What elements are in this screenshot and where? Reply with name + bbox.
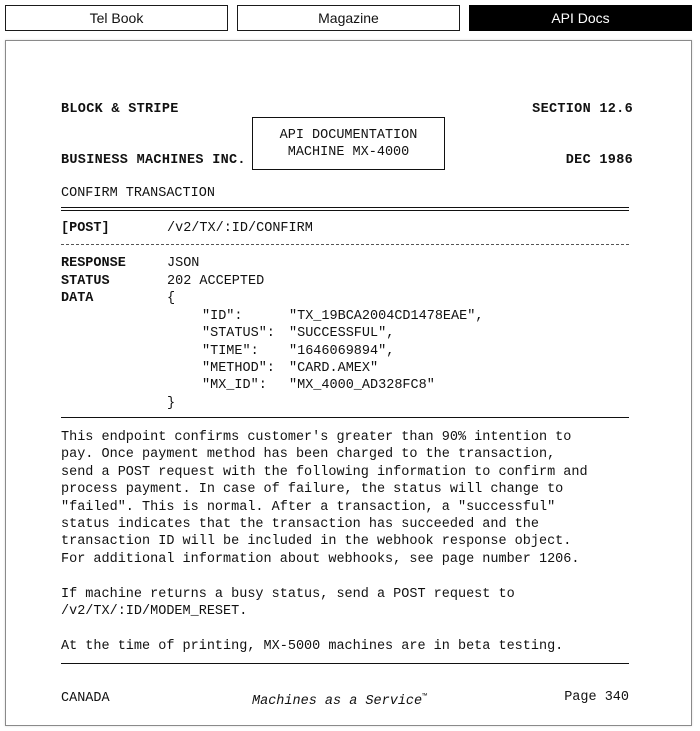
- text-line: process payment. In case of failure, the status will change to: [61, 482, 564, 498]
- section-title: CONFIRM TRANSACTION: [61, 186, 215, 201]
- footer-page-number: Page 340: [564, 690, 629, 705]
- text-line: transaction ID will be included in the webhook response object.: [61, 534, 572, 550]
- text-line: This endpoint confirms customer's greater than 90% intention to: [61, 430, 572, 445]
- text-line: /v2/TX/:ID/MODEM_RESET.: [61, 604, 248, 620]
- text-line: pay. Once payment method has been charged to the transaction,: [61, 447, 556, 463]
- footer-tagline-text: Machines as a Service: [252, 694, 423, 709]
- status-label: STATUS: [61, 274, 110, 289]
- doc-title-box: [252, 117, 445, 170]
- json-value: "SUCCESSFUL",: [289, 326, 395, 341]
- beta-note-paragraph: [61, 638, 636, 655]
- response-value: JSON: [167, 256, 200, 271]
- company-name: BLOCK & STRIPE: [61, 102, 179, 117]
- json-value: "MX_4000_AD328FC8": [289, 378, 435, 393]
- text-line: send a POST request with the following information to confirm and: [61, 464, 588, 480]
- data-open-brace: {: [167, 291, 176, 306]
- description-paragraph: [61, 429, 636, 568]
- json-value: "CARD.AMEX": [289, 361, 379, 376]
- endpoint-path: /v2/TX/:ID/CONFIRM: [167, 221, 313, 236]
- trademark-mark: ™: [422, 693, 427, 702]
- text-line: If machine returns a busy status, send a POST request to: [61, 587, 515, 602]
- footer-divider: [61, 663, 629, 664]
- doc-title: API DOCUMENTATION: [279, 128, 418, 143]
- tab-bar: [5, 5, 692, 33]
- status-value: 202 ACCEPTED: [167, 274, 265, 289]
- data-close-brace: }: [167, 396, 176, 411]
- json-key: "METHOD":: [202, 361, 275, 376]
- company-header: [61, 67, 246, 203]
- json-value: "1646069894",: [289, 344, 395, 359]
- json-key: "STATUS":: [202, 326, 275, 341]
- divider-single: [61, 417, 629, 418]
- company-subname: BUSINESS MACHINES INC.: [61, 153, 246, 168]
- endpoint-method: [POST]: [61, 221, 110, 236]
- footer-tagline: [252, 689, 427, 710]
- divider-dotted: [61, 244, 629, 245]
- data-label: DATA: [61, 291, 94, 306]
- divider-double: [61, 207, 629, 211]
- response-label: RESPONSE: [61, 256, 126, 271]
- section-header: [532, 67, 633, 203]
- json-key: "ID":: [202, 309, 243, 324]
- tab-magazine[interactable]: Magazine: [237, 5, 460, 31]
- tab-api-docs[interactable]: API Docs: [469, 5, 692, 31]
- doc-subtitle: MACHINE MX-4000: [287, 145, 410, 160]
- footer-country: CANADA: [61, 691, 110, 706]
- reset-paragraph: [61, 586, 636, 621]
- text-line: At the time of printing, MX-5000 machines are in beta testing.: [61, 639, 564, 654]
- text-line: status indicates that the transaction has succeeded and the: [61, 517, 539, 533]
- json-value: "TX_19BCA2004CD1478EAE",: [289, 309, 484, 324]
- tab-tel-book[interactable]: Tel Book: [5, 5, 228, 31]
- text-line: For additional information about webhooks, see page number 1206.: [61, 551, 580, 567]
- section-date: DEC 1986: [565, 153, 633, 168]
- json-key: "TIME":: [202, 344, 259, 359]
- section-number: SECTION 12.6: [532, 102, 633, 117]
- json-key: "MX_ID":: [202, 378, 267, 393]
- text-line: "failed". This is normal. After a transaction, a "successful": [61, 499, 556, 515]
- document-page: [5, 40, 692, 726]
